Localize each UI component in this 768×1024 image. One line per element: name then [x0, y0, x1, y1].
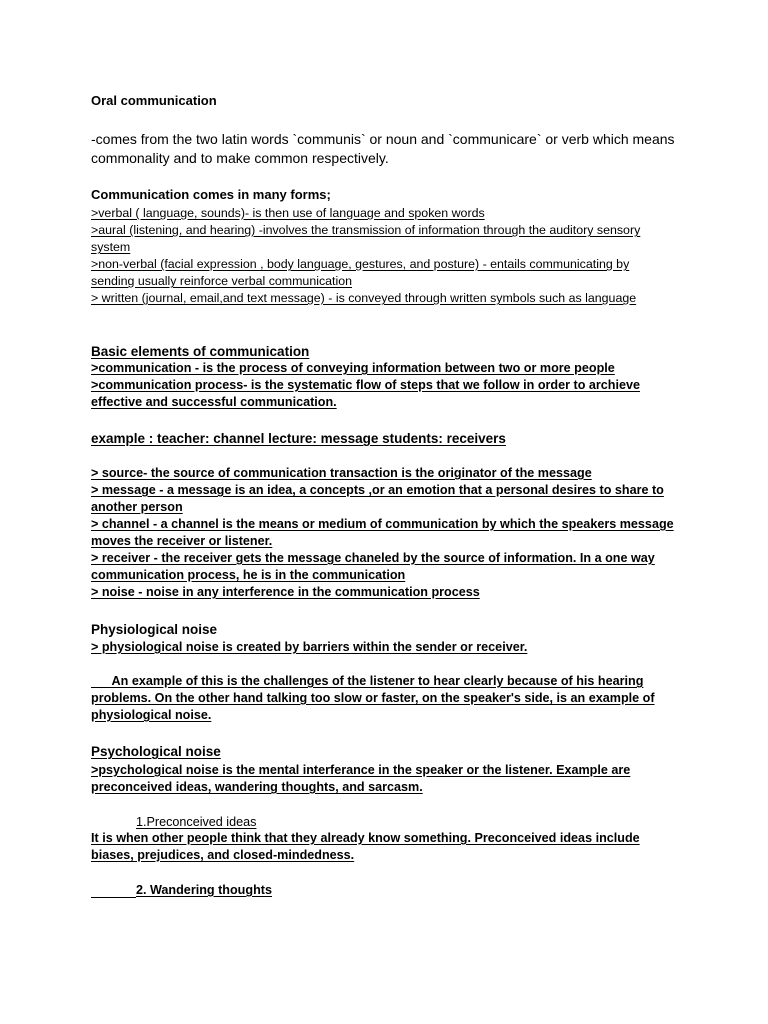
intro-line-2: commonality and to make common respectively.: [91, 150, 389, 166]
example-line: example : teacher: channel lecture: message students: receivers: [91, 431, 506, 446]
element-source: > source- the source of communication transaction is the originator of the message: [91, 466, 592, 480]
element-message: > message - a message is an idea, a concepts ,or an emotion that a personal desires to share to: [91, 483, 664, 497]
physiological-definition: > physiological noise is created by barriers within the sender or receiver.: [91, 640, 528, 654]
element-channel: > channel - a channel is the means or medium of communication by which the speakers message: [91, 517, 674, 531]
preconceived-line-2: biases, prejudices, and closed-mindedness.: [91, 848, 355, 862]
wandering-indent-underline: [91, 882, 136, 898]
document-title: Oral communication: [91, 93, 217, 108]
psychological-heading: Psychological noise: [91, 744, 221, 759]
psychological-line-2: preconceived ideas, wandering thoughts, and sarcasm.: [91, 780, 423, 794]
forms-line-aural: >aural (listening, and hearing) -involves the transmission of information through the auditory sensory: [91, 223, 641, 237]
basic-line-process: >communication process- is the systematic flow of steps that we follow in order to archieve: [91, 378, 641, 392]
element-receiver-cont: communication process, he is in the communication: [91, 568, 406, 582]
element-message-cont: another person: [91, 500, 183, 514]
basic-elements-heading: Basic elements of communication: [91, 344, 310, 359]
element-noise: > noise - noise in any interference in the communication process: [91, 585, 480, 599]
forms-heading: Communication comes in many forms;: [91, 187, 331, 202]
preconceived-heading: 1.Preconceived ideas: [136, 815, 257, 829]
forms-line-aural-cont: system: [91, 240, 131, 254]
forms-line-written: > written (journal, email,and text message) - is conveyed through written symbols such as language: [91, 291, 637, 305]
forms-line-nonverbal: >non-verbal (facial expression , body language, gestures, and posture) - entails communicating by: [91, 257, 630, 271]
basic-line-process-cont: effective and successful communication.: [91, 395, 337, 409]
preconceived-line-1: It is when other people think that they already know something. Preconceived ideas include: [91, 831, 640, 845]
basic-line-communication: >communication - is the process of conveying information between two or more people: [91, 361, 615, 375]
physiological-paragraph-3: physiological noise.: [91, 708, 212, 722]
element-channel-cont: moves the receiver or listener.: [91, 534, 273, 548]
element-receiver: > receiver - the receiver gets the message chaneled by the source of information. In a one way: [91, 551, 655, 565]
intro-line-1: -comes from the two latin words `communis` or noun and `communicare` or verb which means: [91, 131, 675, 147]
physiological-paragraph-2: problems. On the other hand talking too slow or faster, on the speaker's side, is an example of: [91, 691, 655, 705]
wandering-heading: 2. Wandering thoughts: [136, 883, 272, 897]
physiological-paragraph-1: An example of this is the challenges of the listener to hear clearly because of his hearing: [91, 674, 644, 688]
forms-line-nonverbal-cont: sending usually reinforce verbal communication: [91, 274, 353, 288]
psychological-line-1: >psychological noise is the mental interferance in the speaker or the listener. Example are: [91, 763, 631, 777]
forms-line-verbal: >verbal ( language, sounds)- is then use of language and spoken words: [91, 206, 485, 220]
physiological-heading: Physiological noise: [91, 622, 218, 637]
